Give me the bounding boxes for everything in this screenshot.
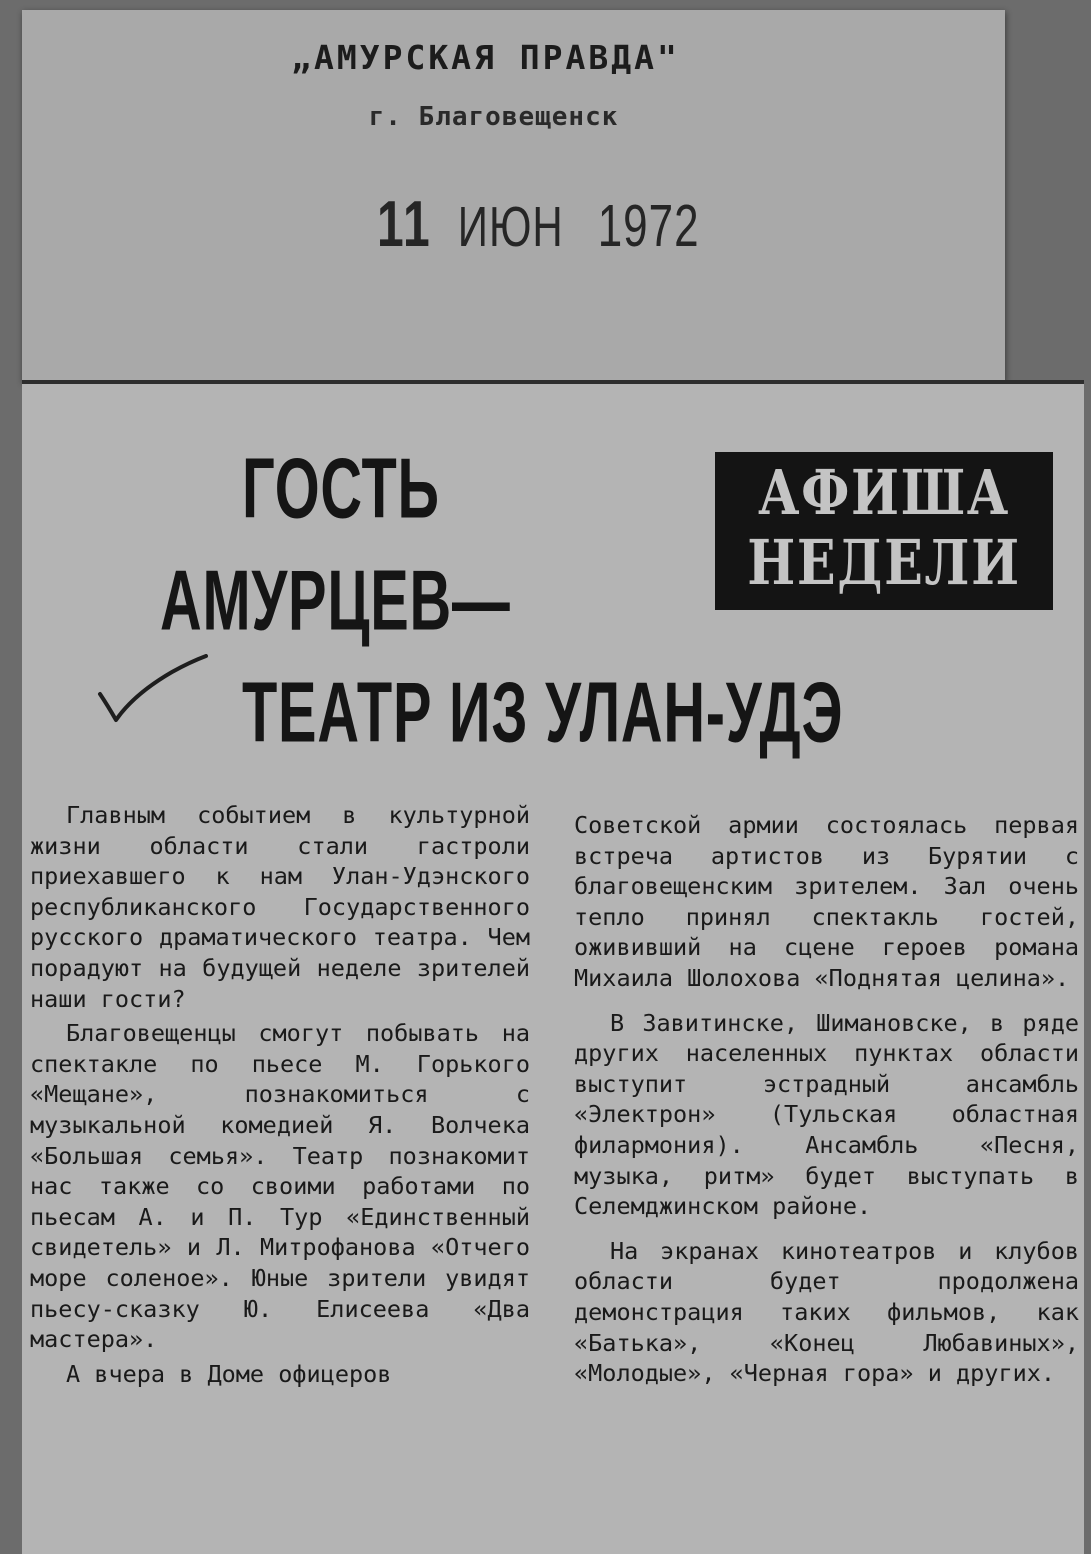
handwritten-check-icon	[94, 654, 234, 734]
article-paragraph: Советской армии состоялась первая встреча артистов из Бурятии с благовещенским зрителем. Зал очень тепло принял спектакль гостей, ожививший на сцене героев романа Михаила Шолохова «Поднятая целина».	[574, 811, 1079, 992]
headline-line-1: ГОСТЬ	[242, 441, 440, 537]
article-paragraph: Благовещенцы смогут побывать на спектакле по пьесе М. Горького «Мещане», познакомиться с музыкальной комедией Я. Волчека «Большая семья». Театр познакомит нас также со своими работами по пьесам А. и П. Тур «Единственный свидетель» и Л. Митрофанова «Отчего море соленое». Юные зрители увидят пьесу-сказку Ю. Елисеева «Два мастера».	[30, 1019, 530, 1354]
newspaper-clipping	[22, 380, 1084, 1554]
rubric-line-2: НЕДЕЛИ	[747, 526, 1021, 599]
article-column-right	[574, 810, 1079, 1403]
article-paragraph: На экранах кинотеатров и клубов области будет продолжена демонстрация таких фильмов, как «Батька», «Конец Любавиных», «Молодые», «Черная гора» и других.	[574, 1236, 1079, 1388]
date-year: 1972	[597, 193, 700, 260]
rubric-poster-block	[715, 452, 1053, 610]
date-day: 11	[377, 189, 432, 261]
city-stamp: г. Благовещенск	[368, 102, 619, 132]
date-month: ИЮН	[457, 194, 564, 259]
article-paragraph: А вчера в Доме офицеров	[66, 1359, 392, 1388]
rubric-line-1: АФИША	[758, 456, 1010, 529]
headline-line-2: АМУРЦЕВ—	[160, 553, 511, 649]
article-paragraph: Главным событием в культурной жизни области стали гастроли приехавшего к нам Улан-Удэнского республиканского Государственного русского драматического театра. Чем порадуют на будущей неделе зрителей наши гости?	[30, 801, 530, 1013]
headline-line-3: ТЕАТР ИЗ УЛАН-УДЭ	[242, 665, 844, 761]
article-paragraph: В Завитинске, Шимановске, в ряде других населенных пунктах области выступит эстрадный ансамбль «Электрон» (Тульская областная филармония). Ансамбль «Песня, музыка, ритм» будет выступать в Селемджинском районе.	[574, 1008, 1079, 1221]
article-column-left	[30, 800, 530, 1393]
date-stamp	[377, 188, 700, 262]
newspaper-name-stamp: „АМУРСКАЯ ПРАВДА"	[291, 38, 680, 77]
clipping-stamp-slip	[22, 10, 1005, 382]
